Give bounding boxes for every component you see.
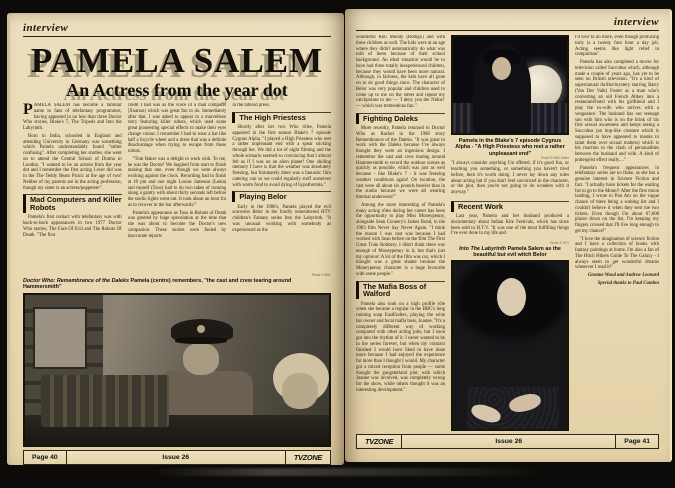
- tvzone-logo: TVZONE: [285, 451, 330, 464]
- photo-bottles-shape: [41, 375, 169, 427]
- photo-belor-face: [497, 278, 526, 316]
- paragraph: Pamela's appearance as Toos in Robots of Death was greeted by huge speculation at the time that she was about to become the Doctor's new companion. These stories were fueled by inaccurate reports: [127, 210, 227, 239]
- article-columns-left-page: [23, 103, 331, 271]
- article-title: PAMELA SALEM: [30, 41, 324, 80]
- left-page-column-1: [23, 103, 122, 271]
- photo-credit: Photo © HTV: [550, 241, 569, 246]
- paragraph: credit I had was as the voice of a mad computer (Xoanon) which was great fun to do. Immediately after that, I was asked to appear in a marvellous story featuring killer robots, which used some great pioneering special effects to make their eyes change colour. I remember I had to wear a hat like half a bicycle wheel and a dress that was a definite disadvantage when trying to escape from those robots.: [127, 103, 227, 154]
- paragraph: Pamela has also completed a movie for television called Succubus which, although made a couple of years ago, has yet to be seen on British television. "It's a kind of supernatural thriller/mystery starring Barry (Van Der Valk) Foster as a man who's converting an old French Abbey into a restaurant/hotel with his girlfriend and I play the ex-wife who arrives with a vengeance. The husband has our teenage son with him who is on the brink of his first sexual awareness and keeps seeing a Succubus (an imp-like creature which is supposed to have appeared to monks to taunt them over sexual matters) which is his reaction to the clash of personalities between the husband and wife. A kind of poltergeist effect really....": [575, 60, 659, 163]
- cygnus-photo-caption: [451, 138, 569, 161]
- photo-pamela-face: [282, 373, 318, 409]
- photo-window-shape: [33, 307, 87, 369]
- paragraph: "I love the imagination of science fiction and I have a collection of books with fantasy paintings at home. I'm also a fan of The Hitch Hikers Guide To The Galaxy - I always seem to get wonderful dreams whenever I read it!": [575, 236, 659, 271]
- caption-text: Pamela in the Blake's 7 episode Cygnus Alpha - "A High Priestess who met a rather unpleasant end": [455, 138, 565, 157]
- right-page-column-2: [451, 35, 569, 431]
- drop-cap: P: [23, 103, 33, 118]
- heading-the-mafia-boss-of-walford: The Mafia Boss of Walford: [356, 281, 445, 300]
- paragraph: Pamela's frequent appearances in telefantasy series are no fluke, as she has a genuine interest in Science Fiction and fact. "I actually have tickets for the waiting list to go to the Moon!! After the first moon landing, I wrote to Pan Am on the vague chance of there being a waiting list and I couldn't believe it when they sent me two tickets. Even though I'm about 67,000 places down on the list, I'm keeping my fingers crossed that I'll live long enough to get my chance!": [575, 165, 659, 234]
- special-thanks: Special thanks to Paul Condon: [597, 280, 659, 286]
- heading-fighting-daleks: Fighting Daleks: [356, 113, 445, 124]
- photo-cygnus-alpha: [451, 35, 569, 135]
- paragraph: Shortly after her two Who rôles, Pamela appeared in the first season Blake's 7 episode Cygnus Alpha. "I played a High Priestess who met a rather unpleasant end with a spear sticking through her. We did a lot of night filming and the whole scenario seemed so convincing that I almost felt as if I was on an alien planet! One abiding memory I have is that the weather was absolutely freezing, but fortunately there was a fantastic film catering van so we could regularly stuff ourselves with warm food to avoid dying of hypothermia.": [232, 125, 331, 188]
- photo-credit: Photo © BBC Video: [541, 156, 569, 161]
- paragraph: Last year, Pamela and her husband produced a documentary about Indian Kite Festivals, which has since been sold to H.T.V. "It was one of the most fulfilling things I've ever done in my life and: [451, 214, 569, 237]
- paragraph: "Tom Baker was a delight to work with. To me, he was the Doctor! We laughed from start to finish making that one, even though we were always working against the clock. Recording had to finish at 10 pm and one night Louise Jameson (Leela) and myself (Toos) had to do two takes of running along a gantry with about thirty seconds left before the studio lights went out. It took about an hour for us to recover in the bar afterwards!": [127, 156, 227, 208]
- paragraph: wonderful Ron Moody (Rothgo) and with three children as well. The kids were at an age where they didn't automatically do what was told of them because of their school background. An ideal situation would be to have had three totally inexperienced children, because they would have been more natural. Although, in fairness, the kids have all gone on to do good things since. The character of Belor was very popular and children used to come up to me on the street and repeat my catchphrase to me — 'I deny you the Nidus!' — which was tremendous fun.": [356, 35, 445, 109]
- caption-show-title: Into The Labyrinth: [459, 245, 507, 252]
- photo-officer-face: [183, 343, 219, 375]
- author-byline: Graeme Wood and Andrew Leonard: [587, 273, 659, 278]
- heading-the-high-priestess: The High Priestess: [232, 112, 331, 123]
- heading-recent-work: Recent Work: [451, 201, 569, 212]
- photo-credit: Photo © BBC: [311, 273, 331, 277]
- paragraph: in the tabloid press.: [232, 103, 270, 108]
- photo-cap-badge: [197, 325, 205, 333]
- paragraph: Born in India, schooled in England and attending University in Germany was something which Pamela understandably found "rather confusing". After completing her studies, she went on to attend the Central School of Drama in London. "I wanted to be an actress from the year dot and I remember the first acting I ever did was in the The Teddy Bears Picnic at the age of two! Neither of my parents are in the acting profession, though my sister is an actress/puppeteer".: [23, 133, 122, 191]
- paragraph: Among the more interesting of Pamela's many acting rôles during her career has been the opportunity to play Miss Moneypenny, alongside Sean Connery's James Bond, in the 1983 film Never Say Never Again. "I think the reason I was cast was because I had worked with Sean before on the film The First Great Train Robbery. I didn't think there was enough of Moneypenny in it, but that's just my opinion! A lot of the film was cut, which I thought was a great shame because the Moneypenny character is a huge favourite with some people.": [356, 202, 445, 277]
- right-page-column-3: [575, 35, 659, 431]
- paragraph-text: AMELA SALEM has become a familiar name to fans of telefantasy programmes, having appeared in no less than three Doctor Who stories, Blake's 7, The Tripods and Into the Labyrinth.: [23, 103, 122, 131]
- paragraph: More recently, Pamela returned to Doctor Who as Rachel in the 1988 story Remembrance of the Daleks. "It was great to work with the Daleks because I've always thought they were an ingenious design. I remember the cast and crew tearing around Hammersmith to record the outdoor scenes as quickly as possible, which was just as well because - like Blake's 7 - it was freezing weather conditions again! On location, the cast were all about six pounds heavier than in the studio because we were all wearing thermal underwear!": [356, 126, 445, 201]
- section-header-right: [356, 16, 659, 31]
- scan-artifact: [150, 468, 550, 476]
- footer-left-page: [23, 450, 331, 465]
- issue-label: Issue 26: [162, 453, 190, 461]
- section-label: interview: [23, 22, 69, 34]
- caption-text: Pamela (centre) remembers, "the cast and crew tearing around Hammersmith": [23, 277, 292, 291]
- article-subtitle: An Actress from the year dot: [66, 80, 288, 100]
- photo-cap-peak: [175, 337, 227, 344]
- article-columns-right-page: [356, 35, 659, 431]
- page-number-left: Page 40: [24, 451, 67, 464]
- paragraph: Early in the 1980's, Pamela played the evil sorceress Belor in the fondly remembered HTV children's Fantasy series Into the Labyrinth. "It was unusual working with somebody as experienced as the: [232, 204, 331, 233]
- left-page-column-3: [232, 103, 331, 271]
- photo-belor-into-the-labyrinth: [451, 260, 569, 431]
- footer-right-page: [356, 434, 659, 449]
- paragraph: I'd love to do more, even though producing truly is a twenty four hour a day job. Acting seems like light relief in comparison".: [575, 35, 659, 58]
- right-page-column-1: [356, 35, 445, 431]
- heading-playing-belor: Playing Belor: [232, 191, 331, 202]
- page-left: [10, 13, 344, 465]
- section-header-left: [23, 22, 331, 37]
- photo-remembrance-of-the-daleks: [23, 293, 331, 447]
- page-right: [345, 9, 672, 462]
- tvzone-logo: TVZONE: [357, 435, 402, 448]
- daleks-photo-caption: [23, 274, 331, 291]
- belor-photo-caption: [451, 242, 569, 259]
- heading-mad-computers-and-killer-robots: Mad Computers and Killer Robots: [23, 194, 122, 213]
- paragraph: Pamela's first contact with telefantasy was with back-to-back appearances in two 1977 Doctor Who stories; The Face Of Evil and The Robots Of Death. "The first: [23, 215, 122, 238]
- caption-show-title: Doctor Who: Remembrance of the Daleks: [23, 277, 130, 284]
- photo-priestess-face: [492, 57, 511, 80]
- issue-label: Issue 26: [495, 438, 523, 445]
- page-number-right: Page 41: [615, 435, 658, 448]
- section-label: interview: [613, 16, 659, 28]
- left-page-column-2: [128, 103, 227, 271]
- paragraph: "I always consider anything I'm offered, if it's good fun, or teaching you something, or something you haven't tried before, then it's worth doing. I never lay down any rules about acting but if you don't feel convinced in the character, or the plot, then you're not going to do wonders with it anyway.": [451, 161, 569, 196]
- paragraph: Pamela also took on a high profile rôle when she became a regular in the BBC's long running soap EastEnders, playing the wine bar owner and local mafia boss, Joanne. "It's a completely different way of working compared with other acting jobs, but I soon got into the rhythm of it. I never wanted to be in the series forever, but when my contract finished I would have liked to have done more because I had enjoyed the experience far more than I thought I would. My character got a mixed reception from people — some thought the gangsterland plot, with which Joanne was involved, was completely wrong for the show, while others thought it was an interesting development.": [356, 301, 445, 393]
- caption-text: Pamela Salem as the beautiful but evil witch Belor: [473, 245, 561, 259]
- paragraph: [23, 103, 122, 132]
